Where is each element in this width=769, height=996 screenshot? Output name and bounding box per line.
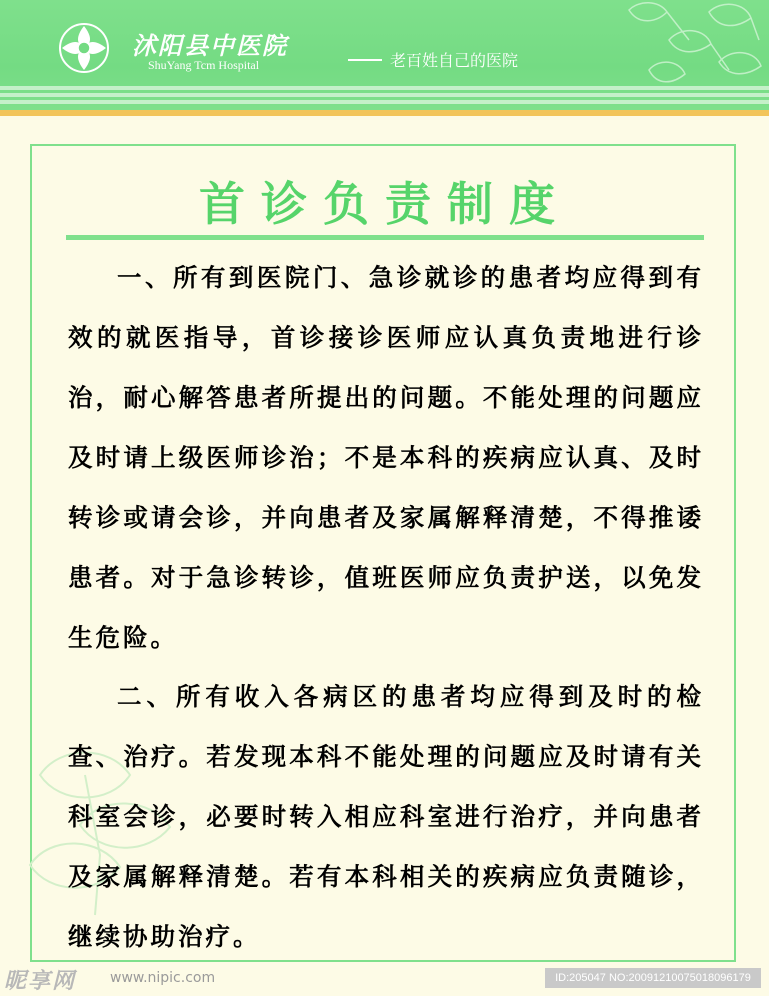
- watermark-brand: 昵享网: [4, 969, 77, 994]
- watermark-id: ID:205047 NO:20091210075018096179: [545, 968, 761, 988]
- slogan: [348, 48, 518, 71]
- header-banner: [0, 0, 769, 112]
- hospital-logo-icon: [58, 22, 110, 74]
- watermark-url: www.nipic.com: [110, 970, 216, 986]
- rule-paragraph-2: 二、所有收入各病区的患者均应得到及时的检查、治疗。若发现本科不能处理的问题应及时请有关科室会诊，必要时转入相应科室进行治疗，并向患者及家属解释清楚。若有本科相关的疾病应负责随诊，继续协助治疗。: [68, 682, 704, 951]
- ginkgo-leaf-decoration: [609, 0, 769, 95]
- slogan-text: 老百姓自己的医院: [390, 51, 519, 70]
- hospital-name-en: ShuYang Tcm Hospital: [148, 58, 260, 72]
- hospital-name: 沭阳县中医院: [132, 31, 288, 60]
- gold-divider: [0, 110, 769, 116]
- page-title: 首诊负责制度: [199, 177, 571, 231]
- rule-paragraph-1: 一、所有到医院门、急诊就诊的患者均应得到有效的就医指导，首诊接诊医师应认真负责地进行诊治，耐心解答患者所提出的问题。不能处理的问题应及时请上级医师诊治；不是本科的疾病应认真、及时转诊或请会诊，并向患者及家属解释清楚，不得推诿患者。对于急诊转诊，值班医师应负责护送，以免发生危险。: [68, 263, 704, 652]
- title-underline: [66, 235, 704, 240]
- header-stripes: [0, 86, 769, 112]
